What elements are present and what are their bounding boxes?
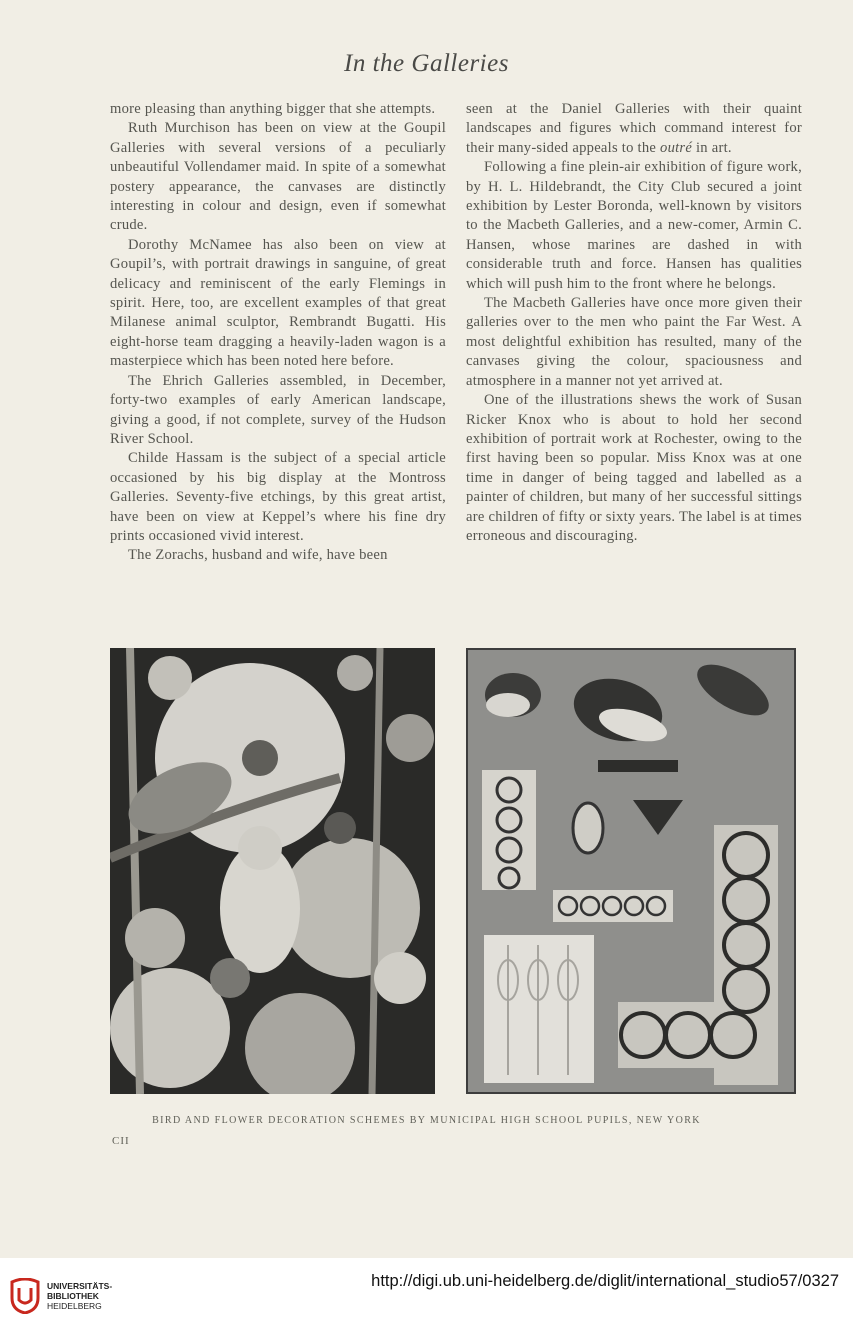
footer-bar [0, 1258, 853, 1324]
paragraph-text: in art. [692, 139, 732, 156]
emphasis: outré [660, 139, 693, 156]
plate-caption: BIRD AND FLOWER DECORATION SCHEMES BY MUNICIPAL HIGH SCHOOL PUPILS, NEW YORK [152, 1115, 701, 1126]
right-text-column [466, 100, 802, 546]
paragraph: The Ehrich Galleries assembled, in December, forty-two examples of early American landscape, giving a good, if not complete, survey of the Hudson River School. [110, 372, 446, 447]
paragraph: The Macbeth Galleries have once more given their galleries over to the men who paint the Far West. A most delightful exhibition has resulted, many of the canvases giving the colour, spaciousness and atmosphere in a manner not yet arrived at. [466, 295, 802, 389]
paragraph: Childe Hassam is the subject of a special article occasioned by his big display at the Montross Galleries. Seventy-five etchings, by this great artist, have been on view at Keppel’s where his fine dry prints occasioned vivid interest. [110, 450, 446, 544]
library-line: HEIDELBERG [47, 1301, 102, 1311]
paragraph: Ruth Murchison has been on view at the Goupil Galleries with several versions of a peculiarly unbeautiful Vollendamer maid. In spite of a somewhat postery appearance, the canvases are distinctly interesting in colour and design, even if somewhat crude. [110, 120, 446, 234]
library-name [47, 1281, 112, 1311]
paragraph: One of the illustrations shews the work of Susan Ricker Knox who is about to hold her second exhibition of portrait work at Rochester, owing to the first having been so popular. Miss Knox was at one time in danger of being tagged and labelled as a painter of children, but many of her successful sittings are children of fifty or sixty years. The label is at times erroneous and discouraging. [466, 392, 802, 544]
library-line: BIBLIOTHEK [47, 1291, 99, 1301]
illustration-parrots-flowers [110, 648, 435, 1094]
left-text-column [110, 100, 446, 566]
paragraph: Following a fine plein-air exhibition of figure work, by H. L. Hildebrandt, the City Club secured a joint exhibition by Lester Boronda, well-known by visitors to the Macbeth Galleries, and a new-comer, Armin C. Hansen, whose marines are dashed in with considerable truth and force. Hansen has qualities which will push him to the front where he belongs. [466, 159, 802, 292]
paragraph: Dorothy McNamee has also been on view at Goupil’s, with portrait drawings in sanguine, of great delicacy and reminiscent of the early Flemings in spirit. Here, too, are excellent examples of that great Milanese animal sculptor, Rembrandt Bugatti. His eight-horse team dragging a heavily-laden wagon is a masterpiece which has been noted here before. [110, 236, 446, 370]
paragraph: The Zorachs, husband and wife, have been [128, 547, 388, 564]
page-number: CII [112, 1135, 130, 1147]
paragraph-text: seen at the Daniel Galleries with their quaint landscapes and figures which command interest for their many-sided appeals to the [466, 101, 802, 156]
source-url-link[interactable]: http://digi.ub.uni-heidelberg.de/diglit/international_studio57/0327 [371, 1272, 839, 1290]
illustration-birds-borders [466, 648, 796, 1094]
running-head: In the Galleries [344, 50, 509, 77]
library-line: UNIVERSITÄTS- [47, 1281, 113, 1291]
paragraph: more pleasing than anything bigger that she attempts. [110, 101, 436, 117]
paragraph [466, 100, 802, 158]
library-logo-icon [10, 1278, 40, 1314]
